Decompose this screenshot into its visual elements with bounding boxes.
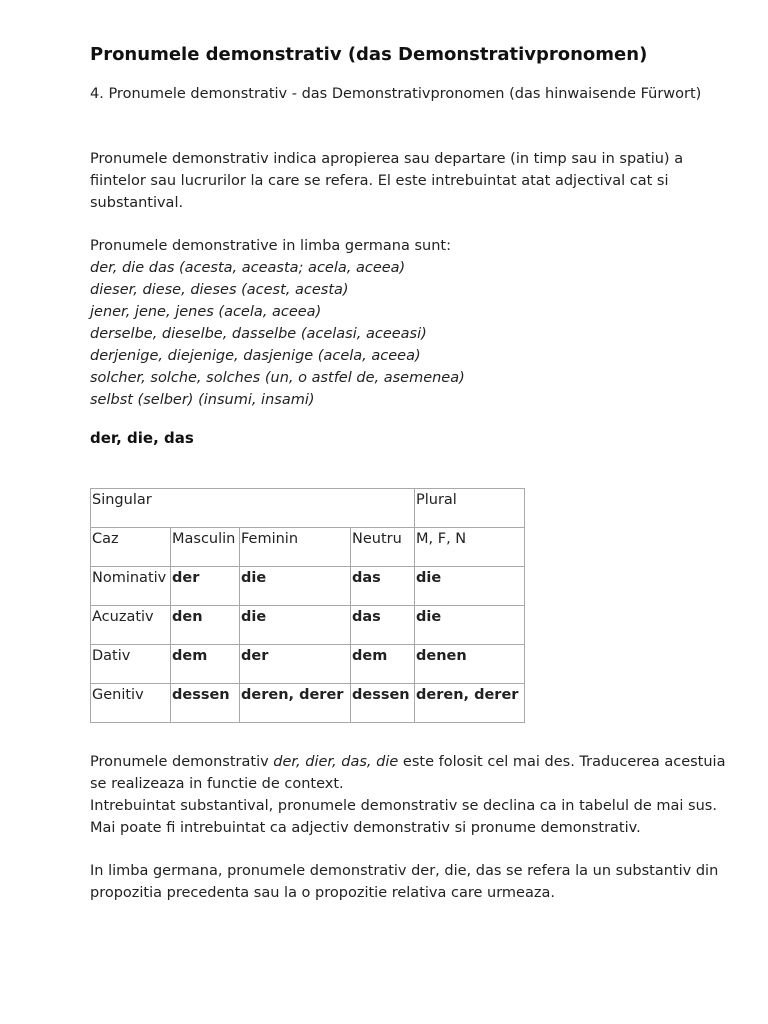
value-cell: die: [240, 606, 351, 645]
value-cell: dessen: [351, 684, 415, 723]
value-cell: das: [351, 606, 415, 645]
table-group-row: [91, 489, 525, 528]
value-cell: den: [171, 606, 240, 645]
header-cell: Caz: [91, 528, 171, 567]
list-item: solcher, solche, solches (un, o astfel de, asemenea): [90, 370, 465, 386]
list-item: dieser, diese, dieses (acest, acesta): [90, 282, 349, 298]
header-cell: Neutru: [351, 528, 415, 567]
list-item: selbst (selber) (insumi, insami): [90, 392, 315, 408]
usage-text-end: este folosit cel mai des. Traducerea acestuia se realizeaza in functie de context.: [90, 754, 726, 792]
usage-text-start: Pronumele demonstrativ: [90, 754, 274, 770]
list-item: jener, jene, jenes (acela, aceea): [90, 304, 322, 320]
value-cell: die: [240, 567, 351, 606]
group-plural-cell: Plural: [415, 489, 525, 528]
header-cell: M, F, N: [415, 528, 525, 567]
table-row: [91, 567, 525, 606]
value-cell: die: [415, 567, 525, 606]
list-heading: Pronumele demonstrative in limba germana sunt:: [90, 238, 451, 254]
value-cell: denen: [415, 645, 525, 684]
definition-paragraph: Pronumele demonstrativ indica apropierea sau departare (in timp sau in spatiu) a fiintelor sau lucrurilor la care se refera. El este intrebuintat atat adjectival cat si substantival.: [90, 151, 684, 211]
case-cell: Nominativ: [91, 567, 171, 606]
table-header-row: [91, 528, 525, 567]
value-cell: der: [240, 645, 351, 684]
table-row: [91, 684, 525, 723]
value-cell: das: [351, 567, 415, 606]
value-cell: deren, derer: [240, 684, 351, 723]
usage-text-line2: Intrebuintat substantival, pronumele demonstrativ se declina ca in tabelul de mai sus. Mai poate fi intrebuintat ca adjectiv demonstrativ si pronume demonstrativ.: [90, 798, 717, 836]
value-cell: dessen: [171, 684, 240, 723]
page-title: Pronumele demonstrativ (das Demonstrativpronomen): [90, 44, 648, 65]
section-subheading: der, die, das: [90, 429, 194, 447]
list-item: der, die das (acesta, aceasta; acela, aceea): [90, 260, 406, 276]
reference-paragraph: In limba germana, pronumele demonstrativ der, die, das se refera la un substantiv din propozitia precedenta sau la o propozitie relativa care urmeaza.: [90, 863, 719, 901]
list-item: derjenige, diejenige, dasjenige (acela, aceea): [90, 348, 421, 364]
value-cell: der: [171, 567, 240, 606]
case-cell: Genitiv: [91, 684, 171, 723]
value-cell: dem: [171, 645, 240, 684]
case-cell: Dativ: [91, 645, 171, 684]
header-cell: Feminin: [240, 528, 351, 567]
group-singular-cell: Singular: [91, 489, 415, 528]
value-cell: die: [415, 606, 525, 645]
usage-paragraph: [90, 751, 730, 839]
value-cell: dem: [351, 645, 415, 684]
intro-paragraph: 4. Pronumele demonstrativ - das Demonstrativpronomen (das hinwaisende Fürwort): [90, 86, 702, 102]
case-cell: Acuzativ: [91, 606, 171, 645]
list-item: derselbe, dieselbe, dasselbe (acelasi, aceeasi): [90, 326, 427, 342]
header-cell: Masculin: [171, 528, 240, 567]
table-row: [91, 606, 525, 645]
usage-text-italic: der, dier, das, die: [273, 754, 399, 770]
declension-table: [90, 488, 525, 723]
table-row: [91, 645, 525, 684]
pronoun-list: [90, 235, 730, 411]
value-cell: deren, derer: [415, 684, 525, 723]
